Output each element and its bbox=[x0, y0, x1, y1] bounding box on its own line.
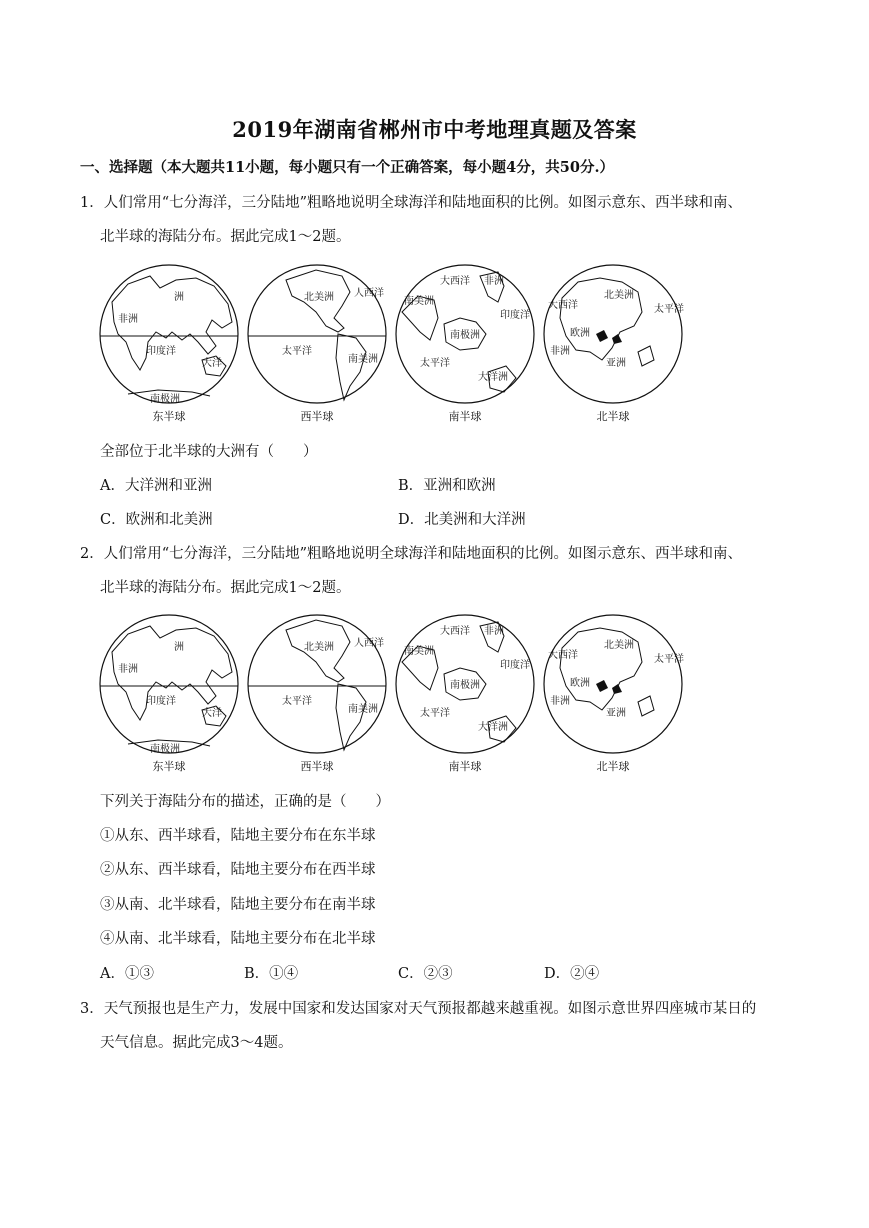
globe-label: 非洲 bbox=[550, 346, 570, 357]
globe-label: 太平洋 bbox=[654, 304, 684, 315]
q2-stem-line1: 2．人们常用“七分海洋，三分陆地”粗略地说明全球海洋和陆地面积的比例。如图示意东、西半球和南、 bbox=[80, 546, 743, 562]
globe-label: 大洋 bbox=[202, 708, 222, 719]
globe-label: 欧洲 bbox=[570, 678, 590, 689]
globe-west-hemisphere bbox=[246, 612, 388, 777]
q3-stem-line1: 3．天气预报也是生产力，发展中国家和发达国家对天气预报都越来越重视。如图示意世界四座城市某日的 bbox=[80, 1001, 757, 1017]
globe-label: 非洲 bbox=[484, 276, 504, 287]
globe-label: 欧洲 bbox=[570, 328, 590, 339]
q2-option-d: D．②④ bbox=[544, 966, 600, 982]
globe-caption: 北半球 bbox=[596, 760, 630, 773]
globe-label: 大西洋 bbox=[440, 626, 470, 637]
q1-option-b: B．亚洲和欧洲 bbox=[398, 478, 496, 494]
globe-label: 南美洲 bbox=[404, 296, 434, 307]
q1-question: 全部位于北半球的大洲有（ ） bbox=[100, 444, 318, 460]
globe-label: 非洲 bbox=[550, 696, 570, 707]
globe-label: 大西洋 bbox=[548, 650, 578, 661]
globe-label: 大洋洲 bbox=[478, 722, 508, 733]
q2-statement-4: ④从南、北半球看，陆地主要分布在北半球 bbox=[100, 931, 376, 947]
globe-label: 太平洋 bbox=[282, 696, 312, 707]
globe-label: 南极洲 bbox=[450, 330, 480, 341]
globe-label: 北美洲 bbox=[604, 290, 634, 301]
q1-option-c: C．欧洲和北美洲 bbox=[100, 512, 213, 528]
q1-option-d: D．北美洲和大洋洲 bbox=[398, 512, 526, 528]
globe-south-hemisphere bbox=[394, 262, 536, 427]
q1-stem-line1: 1．人们常用“七分海洋，三分陆地”粗略地说明全球海洋和陆地面积的比例。如图示意东、西半球和南、 bbox=[80, 195, 743, 211]
globe-caption: 南半球 bbox=[448, 760, 482, 773]
q1-option-a: A．大洋洲和亚洲 bbox=[100, 478, 212, 494]
globe-label: 人西洋 bbox=[354, 288, 384, 299]
globe-caption: 北半球 bbox=[596, 410, 630, 423]
q1-hemisphere-figure bbox=[98, 262, 690, 427]
globe-east-hemisphere bbox=[98, 612, 240, 777]
globe-label: 北美洲 bbox=[604, 640, 634, 651]
globe-label: 南美洲 bbox=[348, 704, 378, 715]
globe-label: 太平洋 bbox=[420, 358, 450, 369]
globe-caption: 西半球 bbox=[300, 760, 334, 773]
q2-statement-1: ①从东、西半球看，陆地主要分布在东半球 bbox=[100, 828, 376, 844]
page-title: 2019年湖南省郴州市中考地理真题及答案 bbox=[232, 117, 637, 142]
q2-statement-2: ②从东、西半球看，陆地主要分布在西半球 bbox=[100, 862, 376, 878]
q1-stem-line2: 北半球的海陆分布。据此完成1～2题。 bbox=[100, 229, 351, 245]
globe-label: 印度洋 bbox=[146, 696, 176, 707]
globe-caption: 东半球 bbox=[152, 410, 186, 423]
globe-caption: 西半球 bbox=[300, 410, 334, 423]
globe-label: 印度洋 bbox=[500, 310, 530, 321]
q2-option-c: C．②③ bbox=[398, 966, 453, 982]
section-header: 一、选择题（本大题共11小题，每小题只有一个正确答案，每小题4分，共50分.） bbox=[80, 159, 614, 176]
globe-label: 大洋 bbox=[202, 358, 222, 369]
q3-stem-line2: 天气信息。据此完成3～4题。 bbox=[100, 1035, 293, 1051]
globe-caption: 东半球 bbox=[152, 760, 186, 773]
globe-label: 非洲 bbox=[118, 314, 138, 325]
globe-south-hemisphere bbox=[394, 612, 536, 777]
globe-label: 南极洲 bbox=[150, 394, 180, 405]
globe-label: 人西洋 bbox=[354, 638, 384, 649]
globe-label: 南极洲 bbox=[150, 744, 180, 755]
globe-north-hemisphere bbox=[542, 612, 684, 777]
q2-hemisphere-figure bbox=[98, 612, 690, 777]
q2-stem-line2: 北半球的海陆分布。据此完成1～2题。 bbox=[100, 580, 351, 596]
globe-label: 北美洲 bbox=[304, 642, 334, 653]
globe-east-hemisphere bbox=[98, 262, 240, 427]
globe-label: 南美洲 bbox=[404, 646, 434, 657]
q2-question: 下列关于海陆分布的描述，正确的是（ ） bbox=[100, 794, 390, 810]
globe-label: 洲 bbox=[174, 642, 184, 653]
globe-label: 印度洋 bbox=[146, 346, 176, 357]
globe-label: 大西洋 bbox=[548, 300, 578, 311]
globe-label: 洲 bbox=[174, 292, 184, 303]
globe-label: 大西洋 bbox=[440, 276, 470, 287]
globe-label: 印度洋 bbox=[500, 660, 530, 671]
globe-label: 太平洋 bbox=[282, 346, 312, 357]
globe-label: 北美洲 bbox=[304, 292, 334, 303]
globe-label: 太平洋 bbox=[654, 654, 684, 665]
globe-label: 南极洲 bbox=[450, 680, 480, 691]
globe-west-hemisphere bbox=[246, 262, 388, 427]
globe-label: 太平洋 bbox=[420, 708, 450, 719]
globe-label: 亚洲 bbox=[606, 358, 626, 369]
globe-caption: 南半球 bbox=[448, 410, 482, 423]
globe-label: 南美洲 bbox=[348, 354, 378, 365]
globe-label: 亚洲 bbox=[606, 708, 626, 719]
q2-option-a: A．①③ bbox=[100, 966, 154, 982]
q2-option-b: B．①④ bbox=[244, 966, 299, 982]
globe-north-hemisphere bbox=[542, 262, 684, 427]
globe-label: 非洲 bbox=[118, 664, 138, 675]
globe-label: 非洲 bbox=[484, 626, 504, 637]
globe-label: 大洋洲 bbox=[478, 372, 508, 383]
q2-statement-3: ③从南、北半球看，陆地主要分布在南半球 bbox=[100, 897, 376, 913]
